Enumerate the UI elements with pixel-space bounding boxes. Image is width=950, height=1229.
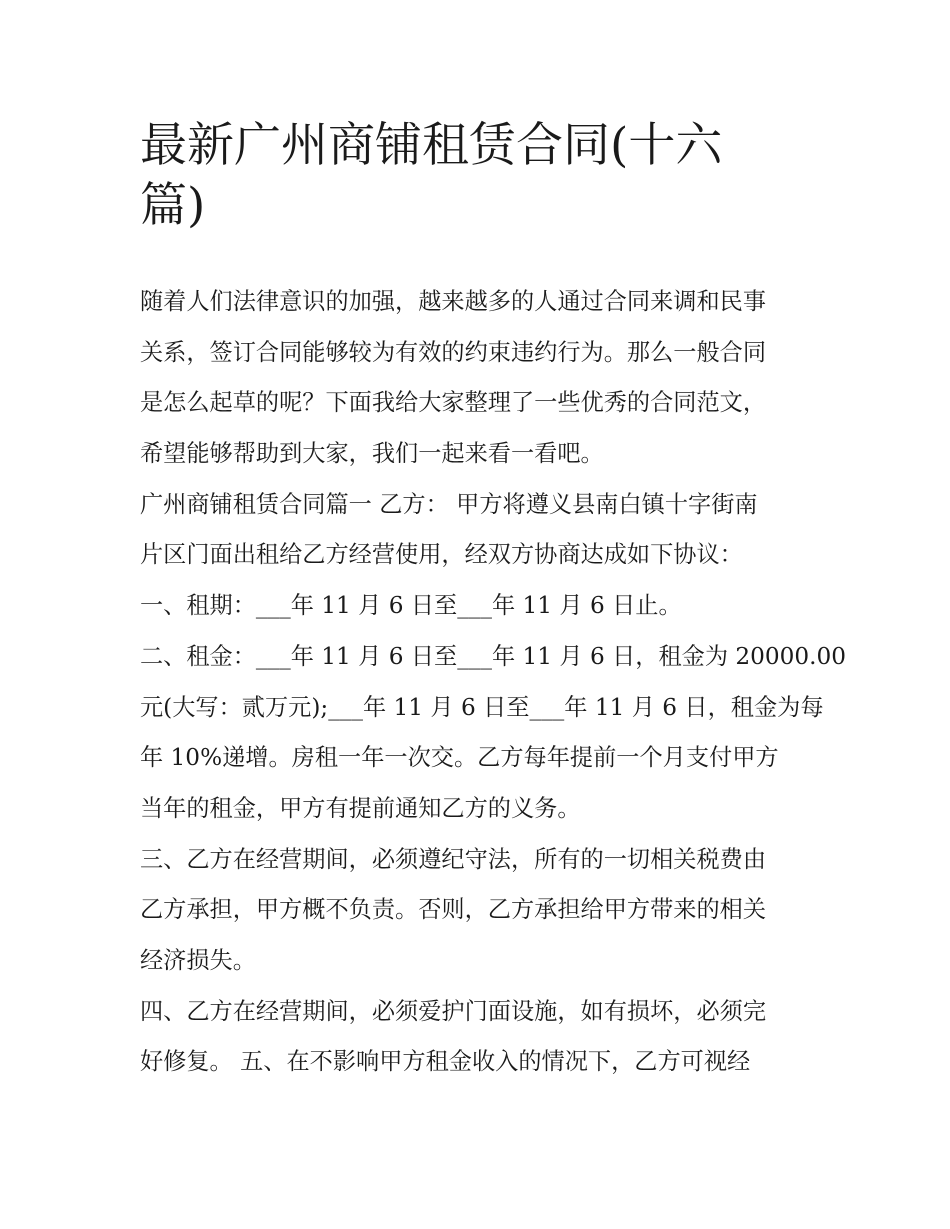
body-line: 三、乙方在经营期间，必须遵纪守法，所有的一切相关税费由 [140, 845, 767, 873]
body-line: 好修复。 五、在不影响甲方租金收入的情况下，乙方可视经 [140, 1048, 751, 1076]
body-line: 年 10%递增。房租一年一次交。乙方每年提前一个月支付甲方 [140, 744, 779, 772]
body-line: 元(大写：贰万元);___年 11 月 6 日至___年 11 月 6 日，租金为每 [140, 693, 824, 721]
document-title [140, 116, 820, 236]
body-line: 四、乙方在经营期间，必须爱护门面设施，如有损坏，必须完 [140, 997, 767, 1025]
body-line: 希望能够帮助到大家，我们一起来看一看吧。 [140, 440, 604, 468]
title-line-2: 篇) [140, 178, 206, 233]
body-line: 广州商铺租赁合同篇一 乙方： 甲方将遵义县南白镇十字街南 [140, 490, 758, 518]
title-line-1: 最新广州商铺租赁合同(十六 [140, 118, 723, 173]
body-line: 一、租期：___年 11 月 6 日至___年 11 月 6 日止。 [140, 592, 682, 620]
body-line: 片区门面出租给乙方经营使用，经双方协商达成如下协议： [140, 541, 743, 569]
body-line: 二、租金：___年 11 月 6 日至___年 11 月 6 日，租金为 20000.00 [140, 642, 847, 670]
body-line: 是怎么起草的呢？下面我给大家整理了一些优秀的合同范文， [140, 389, 767, 417]
body-line: 当年的租金，甲方有提前通知乙方的义务。 [140, 794, 581, 822]
body-line: 经济损失。 [140, 946, 256, 974]
document-body [140, 282, 847, 1093]
body-line: 关系，签订合同能够较为有效的约束违约行为。那么一般合同 [140, 338, 767, 366]
body-line: 乙方承担，甲方概不负责。否则，乙方承担给甲方带来的相关 [140, 896, 767, 924]
body-line: 随着人们法律意识的加强，越来越多的人通过合同来调和民事 [140, 288, 767, 315]
